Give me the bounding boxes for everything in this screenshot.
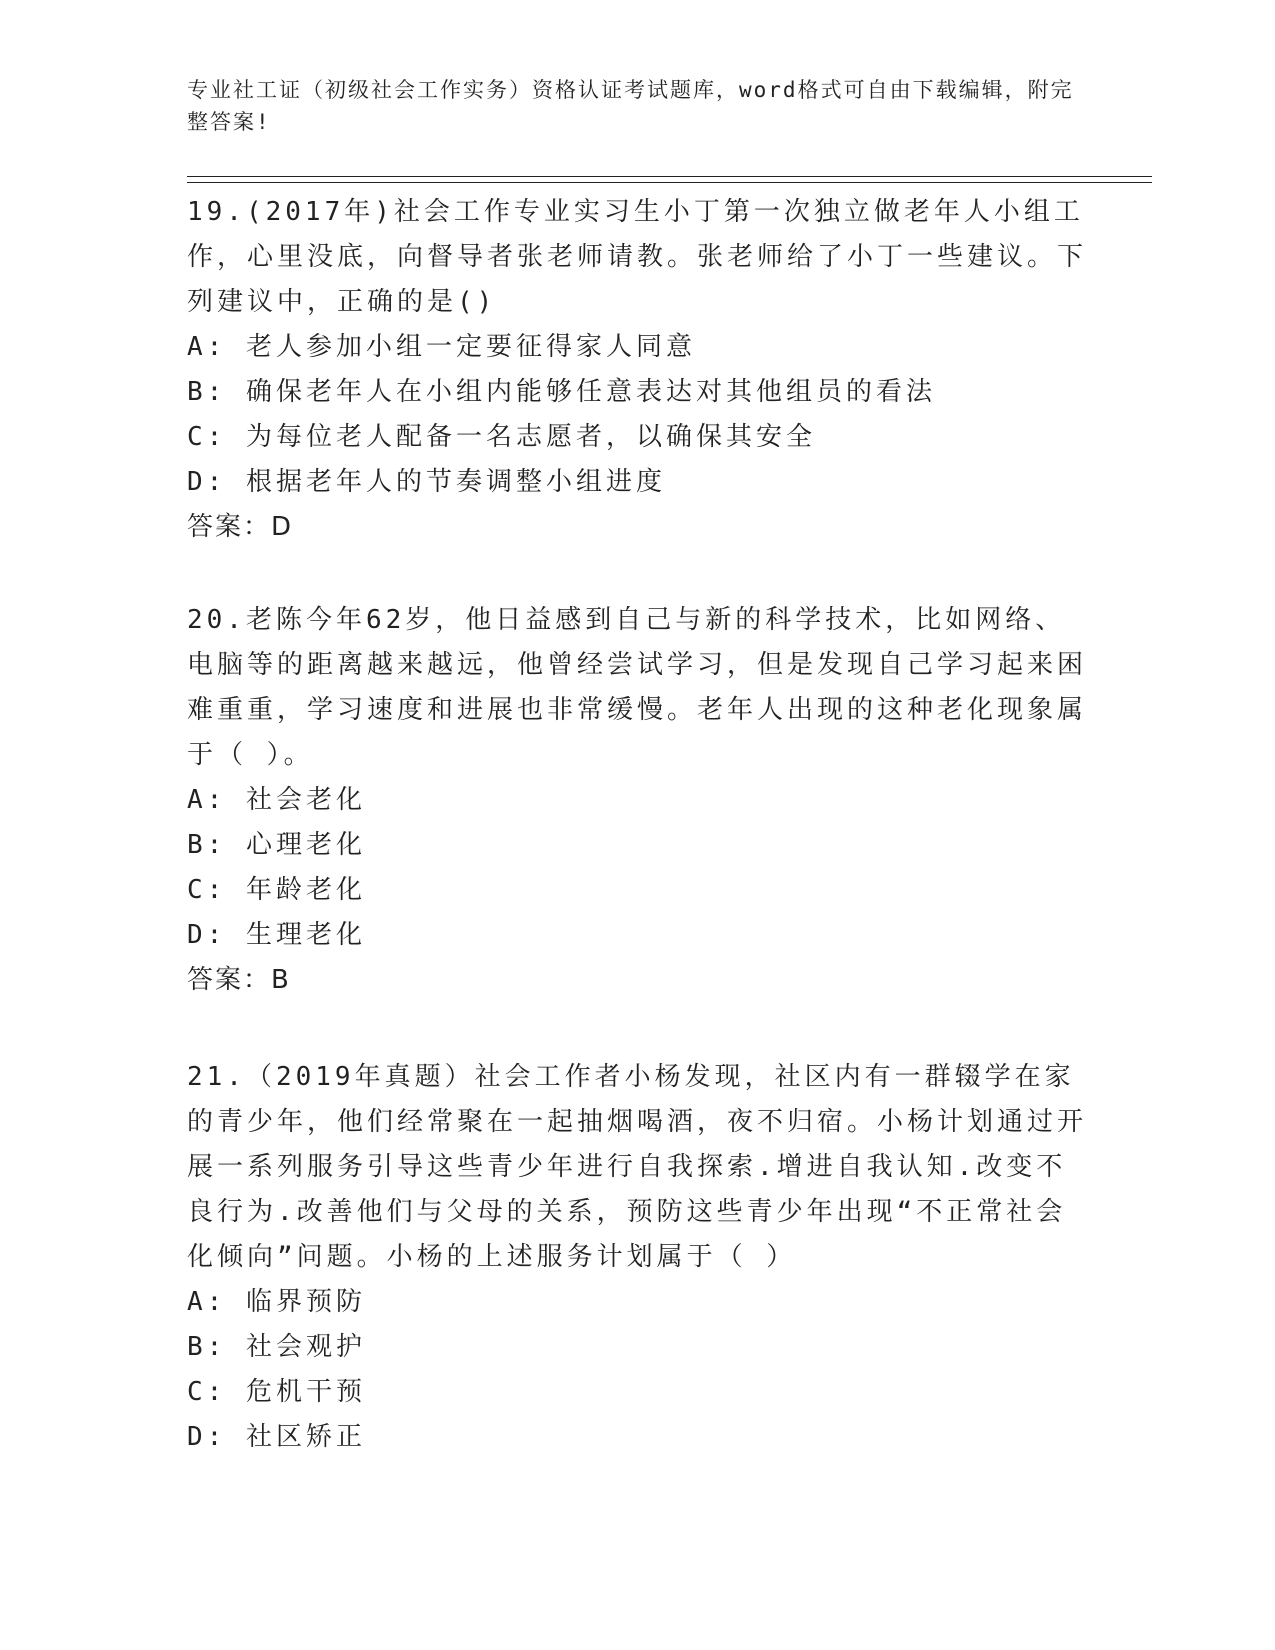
- option-b: B: 社会观护: [187, 1332, 366, 1362]
- document-header: 专业社工证（初级社会工作实务）资格认证考试题库，word格式可自由下载编辑，附完整答案!: [187, 78, 1074, 134]
- option-d: D: 生理老化: [187, 920, 366, 950]
- option-a: A: 临界预防: [187, 1287, 366, 1317]
- question-stem: 21.（2019年真题）社会工作者小杨发现，社区内有一群辍学在家的青少年，他们经常聚在一起抽烟喝酒，夜不归宿。小杨计划通过开展一系列服务引导这些青少年进行自我探索.增进自我认知.改变不良行为.改善他们与父母的关系，预防这些青少年出现“不正常社会化倾向”问题。小杨的上述服务计划属于（ ）: [187, 1062, 1088, 1272]
- question-stem: 20.老陈今年62岁，他日益感到自己与新的科学技术，比如网络、电脑等的距离越来越远，他曾经尝试学习，但是发现自己学习起来困难重重，学习速度和进展也非常缓慢。老年人出现的这种老化现象属于（ ）。: [187, 605, 1088, 770]
- header-divider-top: [187, 176, 1152, 177]
- question-20: [187, 598, 1087, 1003]
- option-c: C: 为每位老人配备一名志愿者，以确保其安全: [187, 422, 816, 452]
- option-c: C: 年龄老化: [187, 875, 366, 905]
- option-b: B: 确保老年人在小组内能够任意表达对其他组员的看法: [187, 377, 936, 407]
- option-a: A: 老人参加小组一定要征得家人同意: [187, 332, 696, 362]
- option-c: C: 危机干预: [187, 1377, 366, 1407]
- option-d: D: 社区矫正: [187, 1422, 366, 1452]
- answer: 答案：B: [187, 965, 291, 995]
- header-divider-bottom: [187, 182, 1152, 183]
- question-21: [187, 1055, 1087, 1460]
- option-b: B: 心理老化: [187, 830, 366, 860]
- option-a: A: 社会老化: [187, 785, 366, 815]
- question-stem: 19.(2017年)社会工作专业实习生小丁第一次独立做老年人小组工作，心里没底，向督导者张老师请教。张老师给了小丁一些建议。下列建议中，正确的是(): [187, 197, 1088, 317]
- option-d: D: 根据老年人的节奏调整小组进度: [187, 467, 666, 497]
- question-19: [187, 190, 1087, 550]
- answer: 答案：D: [187, 512, 294, 542]
